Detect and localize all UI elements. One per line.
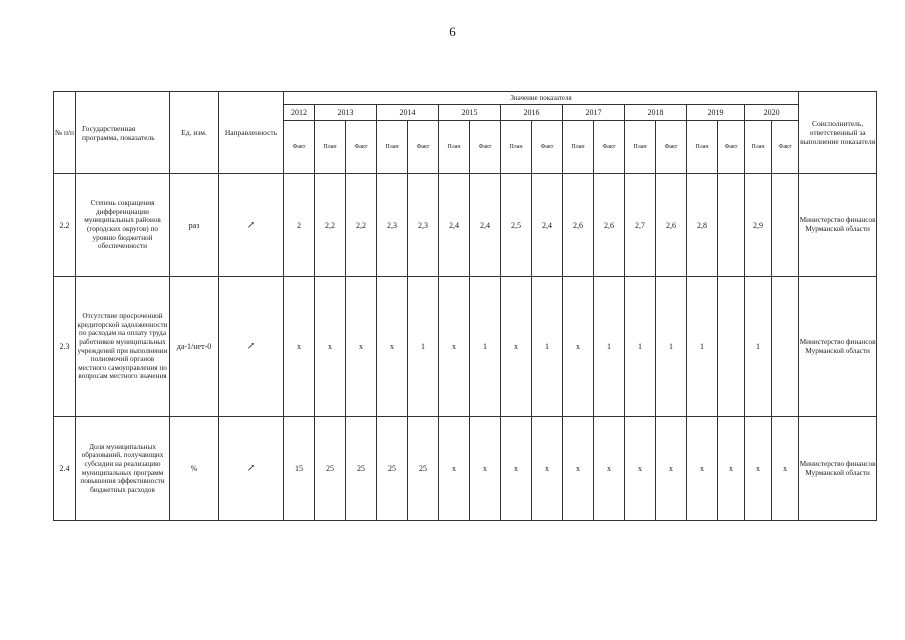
value-cell: х xyxy=(687,417,718,521)
header-direction: Направленность xyxy=(219,92,284,174)
row-indicator-name: Отсутствие просроченной кредиторской задолженности по расходам на оплату труда работников муниципальных учреждений при выполнении полномочий органов местного самоуправления по вопросам местного значения xyxy=(76,277,170,417)
header-year: 2015 xyxy=(439,105,501,121)
header-program: Государственная программа, показатель xyxy=(76,92,170,174)
header-executor: Соисполнитель, ответственный за выполнение показателя xyxy=(799,92,877,174)
value-cell: 2,8 xyxy=(687,174,718,277)
value-cell xyxy=(718,277,745,417)
value-cell: 25 xyxy=(377,417,408,521)
value-cell: 2,2 xyxy=(315,174,346,277)
value-cell: 1 xyxy=(745,277,772,417)
header-sub: Факт xyxy=(718,121,745,174)
header-sub: Факт xyxy=(594,121,625,174)
value-cell: х xyxy=(625,417,656,521)
table-row xyxy=(54,417,877,521)
value-cell: 2 xyxy=(284,174,315,277)
header-num: № п/п xyxy=(54,92,76,174)
arrow-up-right-icon: ↗ xyxy=(219,277,284,417)
row-indicator-name: Степень сокращения дифференциации муниципальных районов (городских округов) по уровню бюджетной обеспеченности xyxy=(76,174,170,277)
row-num: 2.3 xyxy=(54,277,76,417)
value-cell: 1 xyxy=(625,277,656,417)
value-cell: х xyxy=(745,417,772,521)
value-cell: х xyxy=(315,277,346,417)
header-sub: Факт xyxy=(772,121,799,174)
value-cell: х xyxy=(439,417,470,521)
value-cell: 2,6 xyxy=(656,174,687,277)
row-unit: да-1/нет-0 xyxy=(170,277,219,417)
header-value-title: Значение показателя xyxy=(284,92,799,105)
value-cell: 2,2 xyxy=(346,174,377,277)
value-cell: х xyxy=(501,417,532,521)
value-cell: 2,4 xyxy=(439,174,470,277)
header-sub: План xyxy=(625,121,656,174)
value-cell: х xyxy=(532,417,563,521)
value-cell: х xyxy=(501,277,532,417)
table-header xyxy=(54,92,877,174)
value-cell xyxy=(772,277,799,417)
value-cell: х xyxy=(284,277,315,417)
row-executor: Министерство финансов Мурманской области xyxy=(799,277,877,417)
value-cell: 15 xyxy=(284,417,315,521)
value-cell: 25 xyxy=(315,417,346,521)
row-num: 2.2 xyxy=(54,174,76,277)
value-cell: х xyxy=(563,417,594,521)
header-sub: План xyxy=(745,121,772,174)
header-sub: Факт xyxy=(284,121,315,174)
header-year: 2016 xyxy=(501,105,563,121)
page-number: 6 xyxy=(449,24,456,39)
value-cell: х xyxy=(656,417,687,521)
value-cell: 2,6 xyxy=(594,174,625,277)
value-cell xyxy=(718,174,745,277)
header-unit: Ед. изм. xyxy=(170,92,219,174)
header-sub: План xyxy=(501,121,532,174)
value-cell: х xyxy=(772,417,799,521)
table-row xyxy=(54,174,877,277)
header-sub: План xyxy=(687,121,718,174)
value-cell: х xyxy=(594,417,625,521)
header-sub: Факт xyxy=(532,121,563,174)
value-cell: 1 xyxy=(687,277,718,417)
value-cell: 25 xyxy=(408,417,439,521)
value-cell xyxy=(772,174,799,277)
row-indicator-name: Доля муниципальных образований, получающих субсидии на реализацию муниципальных программ повышения эффективности бюджетных расходов xyxy=(76,417,170,521)
arrow-up-right-icon: ↗ xyxy=(219,174,284,277)
value-cell: 1 xyxy=(408,277,439,417)
header-sub: Факт xyxy=(470,121,501,174)
header-year: 2012 xyxy=(284,105,315,121)
header-sub: Факт xyxy=(346,121,377,174)
header-sub: План xyxy=(377,121,408,174)
value-cell: 1 xyxy=(656,277,687,417)
value-cell: 2,7 xyxy=(625,174,656,277)
header-sub: Факт xyxy=(408,121,439,174)
header-sub: Факт xyxy=(656,121,687,174)
value-cell: х xyxy=(470,417,501,521)
value-cell: 2,3 xyxy=(377,174,408,277)
value-cell: х xyxy=(563,277,594,417)
value-cell: 2,4 xyxy=(532,174,563,277)
header-sub: План xyxy=(563,121,594,174)
table-body xyxy=(54,174,877,521)
row-unit: раз xyxy=(170,174,219,277)
header-year: 2014 xyxy=(377,105,439,121)
arrow-up-right-icon: ↗ xyxy=(219,417,284,521)
row-executor: Министерство финансов Мурманской области xyxy=(799,174,877,277)
value-cell: 2,4 xyxy=(470,174,501,277)
value-cell: х xyxy=(346,277,377,417)
header-year: 2013 xyxy=(315,105,377,121)
value-cell: 1 xyxy=(470,277,501,417)
header-year: 2020 xyxy=(745,105,799,121)
value-cell: 25 xyxy=(346,417,377,521)
header-year: 2018 xyxy=(625,105,687,121)
row-num: 2.4 xyxy=(54,417,76,521)
value-cell: 2,3 xyxy=(408,174,439,277)
value-cell: х xyxy=(439,277,470,417)
value-cell: 1 xyxy=(594,277,625,417)
row-unit: % xyxy=(170,417,219,521)
value-cell: 1 xyxy=(532,277,563,417)
value-cell: 2,5 xyxy=(501,174,532,277)
table-row xyxy=(54,277,877,417)
row-executor: Министерство финансов Мурманской области xyxy=(799,417,877,521)
indicators-table xyxy=(53,91,877,521)
value-cell: 2,6 xyxy=(563,174,594,277)
header-year: 2017 xyxy=(563,105,625,121)
header-sub: План xyxy=(439,121,470,174)
header-sub: План xyxy=(315,121,346,174)
value-cell: х xyxy=(377,277,408,417)
header-year: 2019 xyxy=(687,105,745,121)
value-cell: х xyxy=(718,417,745,521)
value-cell: 2,9 xyxy=(745,174,772,277)
